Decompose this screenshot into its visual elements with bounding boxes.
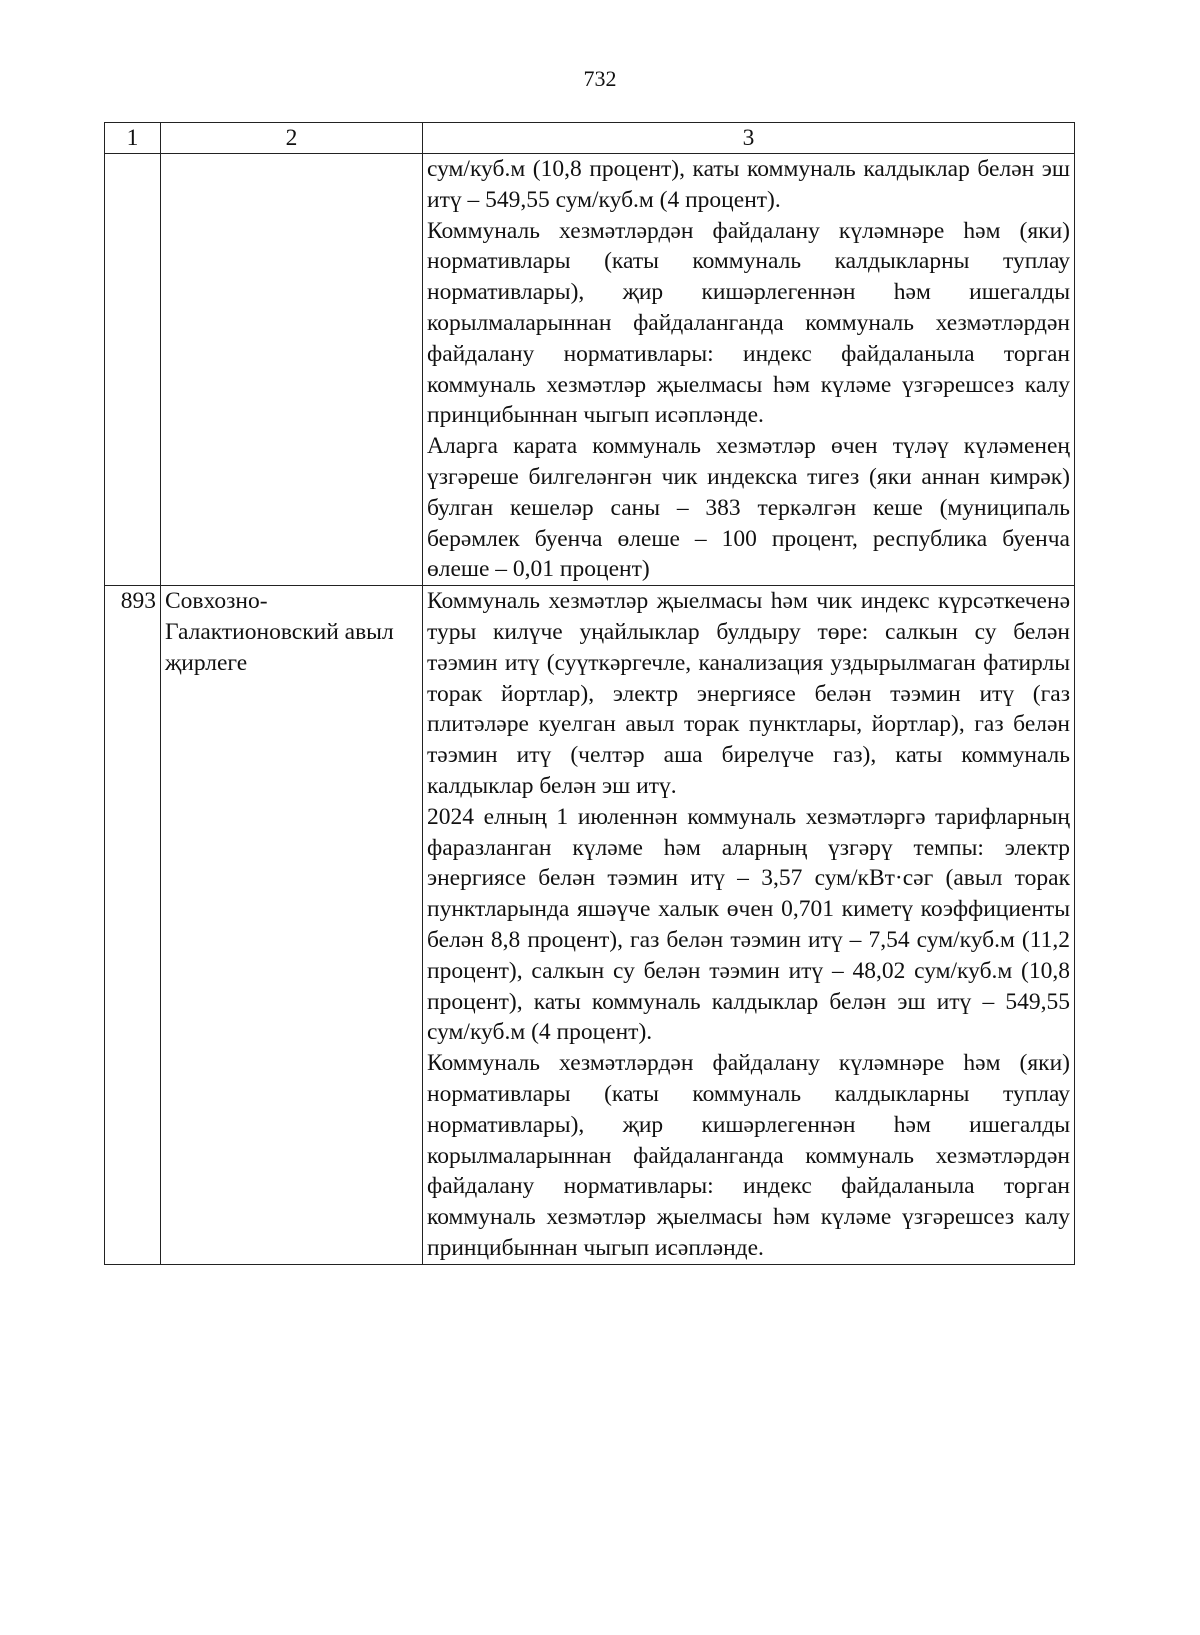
column-header-name: 2: [161, 123, 423, 154]
description-paragraph: Коммуналь хезмәтләр җыелмасы һәм чик индекс күрсәткеченә туры килүче уңайлыклар булдыру төре: салкын су белән тәэмин итү (суүткәргечле, канализация уздырылмаган фатирлы торак йортлар), электр энергиясе белән тәэмин итү (газ плитәләре куелган авыл торак пунктлары, йортлар), газ белән тәэмин итү (челтәр аша бирелүче газ), каты коммуналь калдыклар белән эш итү.: [427, 588, 1070, 799]
row-description-cell: [423, 586, 1075, 1265]
table-row-continuation: [105, 154, 1075, 586]
row-number-cell: [105, 154, 161, 586]
column-header-number: 1: [105, 123, 161, 154]
description-paragraph: Коммуналь хезмәтләрдән файдалану күләмнәре һәм (яки) нормативлары (каты коммуналь калдыкларны туплау нормативлары), җир кишәрлегеннән һәм ишегалды корылмаларыннан файдаланганда коммуналь хезмәтләрдән файдалану нормативлары: индекс файдаланыла торган коммуналь хезмәтләр җыелмасы һәм күләме үзгәрешсез калу принцибыннан чыгып исәпләнде.: [427, 1050, 1070, 1261]
page-number: 732: [583, 66, 617, 91]
table-header-row: [105, 123, 1075, 154]
description-paragraph: Аларга карата коммуналь хезмәтләр өчен түләү күләменең үзгәреше билгеләнгән чик индекска тигез (яки аннан кимрәк) булган кешеләр саны – 383 теркәлгән кеше (муниципаль берәмлек буенча өлеше – 100 процент, республика буенча өлеше – 0,01 процент): [427, 433, 1070, 583]
row-name-cell: [161, 154, 423, 586]
table-row-893: [105, 586, 1075, 1265]
row-name-cell: Совхозно-Галактионовский авыл җирлеге: [161, 586, 423, 1265]
municipality-table: [104, 122, 1075, 1265]
column-header-description: 3: [423, 123, 1075, 154]
description-paragraph: Коммуналь хезмәтләрдән файдалану күләмнәре һәм (яки) нормативлары (каты коммуналь калдыкларны туплау нормативлары), җир кишәрлегеннән һәм ишегалды корылмаларыннан файдаланганда коммуналь хезмәтләрдән файдалану нормативлары: индекс файдаланыла торган коммуналь хезмәтләр җыелмасы һәм күләме үзгәрешсез калу принцибыннан чыгып исәпләнде.: [427, 217, 1070, 429]
row-description-cell: [423, 154, 1075, 586]
description-paragraph: сум/куб.м (10,8 процент), каты коммуналь калдыклар белән эш итү – 549,55 сум/куб.м (4 процент).: [427, 156, 1070, 213]
row-number-cell: 893: [105, 586, 161, 1265]
description-paragraph: 2024 елның 1 июленнән коммуналь хезмәтләргә тарифларның фаразланган күләме һәм аларның үзгәрү темпы: электр энергиясе белән тәэмин итү – 3,57 сум/кВт·сәг (авыл торак пунктларында яшәүче халык өчен 0,701 киметү коэффициенты белән 8,8 процент), газ белән тәэмин итү – 7,54 сум/куб.м (11,2 процент), салкын су белән тәэмин итү – 48,02 сум/куб.м (10,8 процент), каты коммуналь калдыклар белән эш итү – 549,55 сум/куб.м (4 процент).: [427, 803, 1070, 1046]
